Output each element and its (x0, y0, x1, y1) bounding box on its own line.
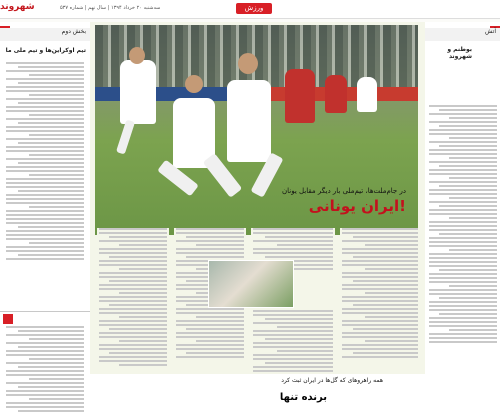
player-head (129, 47, 145, 64)
story-column-1 (97, 228, 169, 398)
dateline: سه‌شنبه ۲۰ خرداد ۱۳۹۴ | سال نهم | شماره ۵۳۷ (60, 5, 161, 11)
right-column-text (429, 105, 497, 345)
right-side-column (425, 22, 500, 415)
bottom-story-kicker: همه راهروهای که گل‌ها در ایران ثبت کرد (281, 377, 383, 384)
inset-photo (208, 260, 294, 308)
player-head (238, 53, 258, 74)
main-story-kicker: در جام‌ملت‌ها، تیم‌ملی بار دیگر مقابل یونان (281, 187, 406, 195)
left-bottom-marker (3, 314, 13, 324)
opponent-player (285, 69, 315, 123)
story-column-4 (340, 228, 420, 398)
left-column-bottom-text (6, 326, 84, 414)
distant-player (357, 77, 377, 112)
left-column-title: بخش دوم (0, 28, 90, 41)
main-story-area (90, 22, 425, 415)
player-head (185, 75, 203, 93)
masthead-title: شهروند (0, 2, 35, 12)
story-column-3 (251, 228, 335, 398)
left-side-column (0, 22, 90, 415)
story-column-2 (174, 228, 246, 398)
player-leg (116, 119, 135, 154)
right-column-heading: بوطنم و شهروند (447, 46, 472, 60)
right-column-title: آتش (425, 28, 500, 41)
section-tag: ورزش (236, 3, 272, 14)
top-header-strip (0, 0, 500, 19)
player-6 (120, 60, 156, 124)
left-column-text (6, 62, 84, 262)
opponent-player (325, 75, 347, 113)
left-column-divider (0, 311, 90, 312)
main-story-headline: ایران یونانی! (308, 197, 406, 215)
player-16 (227, 80, 271, 162)
bottom-story-headline: برنده تنها (279, 392, 327, 403)
left-column-heading: تیم اوکراین‌ها و تیم ملی ما (5, 47, 86, 54)
